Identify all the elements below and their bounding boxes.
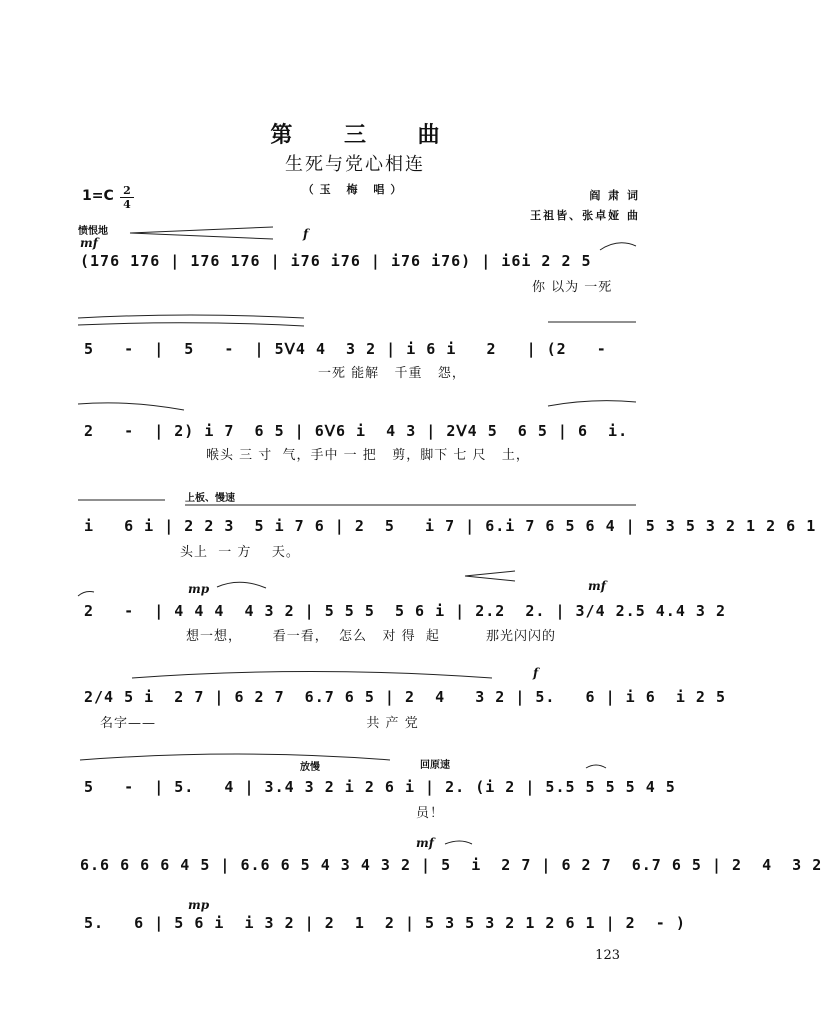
lyricist-credit: 阎 肃 词 bbox=[589, 189, 640, 202]
music-line-4: i 6 i | 2 2 3 5 i 7 6 | 2 5 i 7 | 6.i 7 6 5 6 4 | 5 3 5 3 2 1 2 6 1 bbox=[84, 517, 817, 535]
composer-credit: 王祖皆、张卓娅 曲 bbox=[530, 209, 640, 222]
tempo-marking-2: 上板、慢速 bbox=[185, 493, 235, 504]
lyric-line-5: 想一想， 看一看， 怎么 对 得 起 那光闪闪的 bbox=[186, 629, 557, 644]
crescendo-hairpin bbox=[465, 570, 517, 582]
tempo-marking-4: 回原速 bbox=[420, 760, 450, 771]
lyric-line-6: 名字—— 共 产 党 bbox=[100, 716, 419, 731]
tempo-marking-3: 放慢 bbox=[300, 762, 320, 773]
dynamic-mp-1: mp bbox=[188, 582, 210, 596]
music-line-6: 2/4 5 i 2 7 | 6 2 7 6.7 6 5 | 2 4 3 2 | 5. 6 | i 6 i 2 5 bbox=[84, 688, 726, 706]
dynamic-f-2: f bbox=[533, 666, 539, 680]
decrescendo-hairpin bbox=[130, 226, 275, 240]
meter-bottom: 4 bbox=[123, 198, 131, 211]
singer-note: （玉 梅 唱） bbox=[302, 183, 408, 196]
lyric-line-2: 一死 能解 千重 怨， bbox=[318, 366, 466, 381]
music-line-7: 5 - | 5. 4 | 3.4 3 2 i 2 6 i | 2. (i 2 | 5.5 5 5 5 4 5 bbox=[84, 778, 676, 796]
page-number: 123 bbox=[595, 948, 620, 963]
dynamic-mf-1: mf bbox=[80, 236, 98, 250]
lyric-line-1: 你 以为 一死 bbox=[532, 280, 613, 295]
music-line-2: 5 - | 5 - | 5ᐯ4 4 3 2 | i 6 i 2 | (2 - bbox=[84, 340, 607, 358]
lyric-line-7: 员！ bbox=[416, 806, 445, 821]
piece-title: 第 三 曲 bbox=[270, 122, 462, 148]
dynamic-f-1: f bbox=[303, 227, 309, 241]
dynamic-mf-3: mf bbox=[416, 836, 434, 850]
music-line-5: 2 - | 4 4 4 4 3 2 | 5 5 5 5 6 i | 2.2 2. | 3/4 2.5 4.4 3 2 bbox=[84, 602, 726, 620]
meter-top: 2 bbox=[123, 184, 131, 197]
lyric-line-4: 头上 一 方 天。 bbox=[180, 545, 300, 560]
music-line-1: (176 176 | 176 176 | i76 i76 | i76 i76) | i6i 2 2 5 bbox=[80, 252, 592, 270]
music-line-8: 6.6 6 6 6 4 5 | 6.6 6 5 4 3 4 3 2 | 5 i 2 7 | 6 2 7 6.7 6 5 | 2 4 3 2 bbox=[80, 856, 822, 874]
tempo-marking-1: 愤恨地 bbox=[78, 226, 108, 237]
music-line-3: 2 - | 2) i 7 6 5 | 6ᐯ6 i 4 3 | 2ᐯ4 5 6 5 | 6 i. bbox=[84, 422, 629, 440]
music-line-9: 5. 6 | 5 6 i i 3 2 | 2 1 2 | 5 3 5 3 2 1 2 6 1 | 2 - ) bbox=[84, 914, 686, 932]
key-signature: 1=C bbox=[82, 188, 114, 204]
dynamic-mf-2: mf bbox=[588, 579, 606, 593]
song-subtitle: 生死与党心相连 bbox=[285, 154, 425, 175]
time-signature bbox=[120, 185, 134, 210]
lyric-line-3: 喉头 三 寸 气，手中 一 把 剪，脚下 七 尺 土， bbox=[206, 448, 530, 463]
dynamic-mp-2: mp bbox=[188, 898, 210, 912]
